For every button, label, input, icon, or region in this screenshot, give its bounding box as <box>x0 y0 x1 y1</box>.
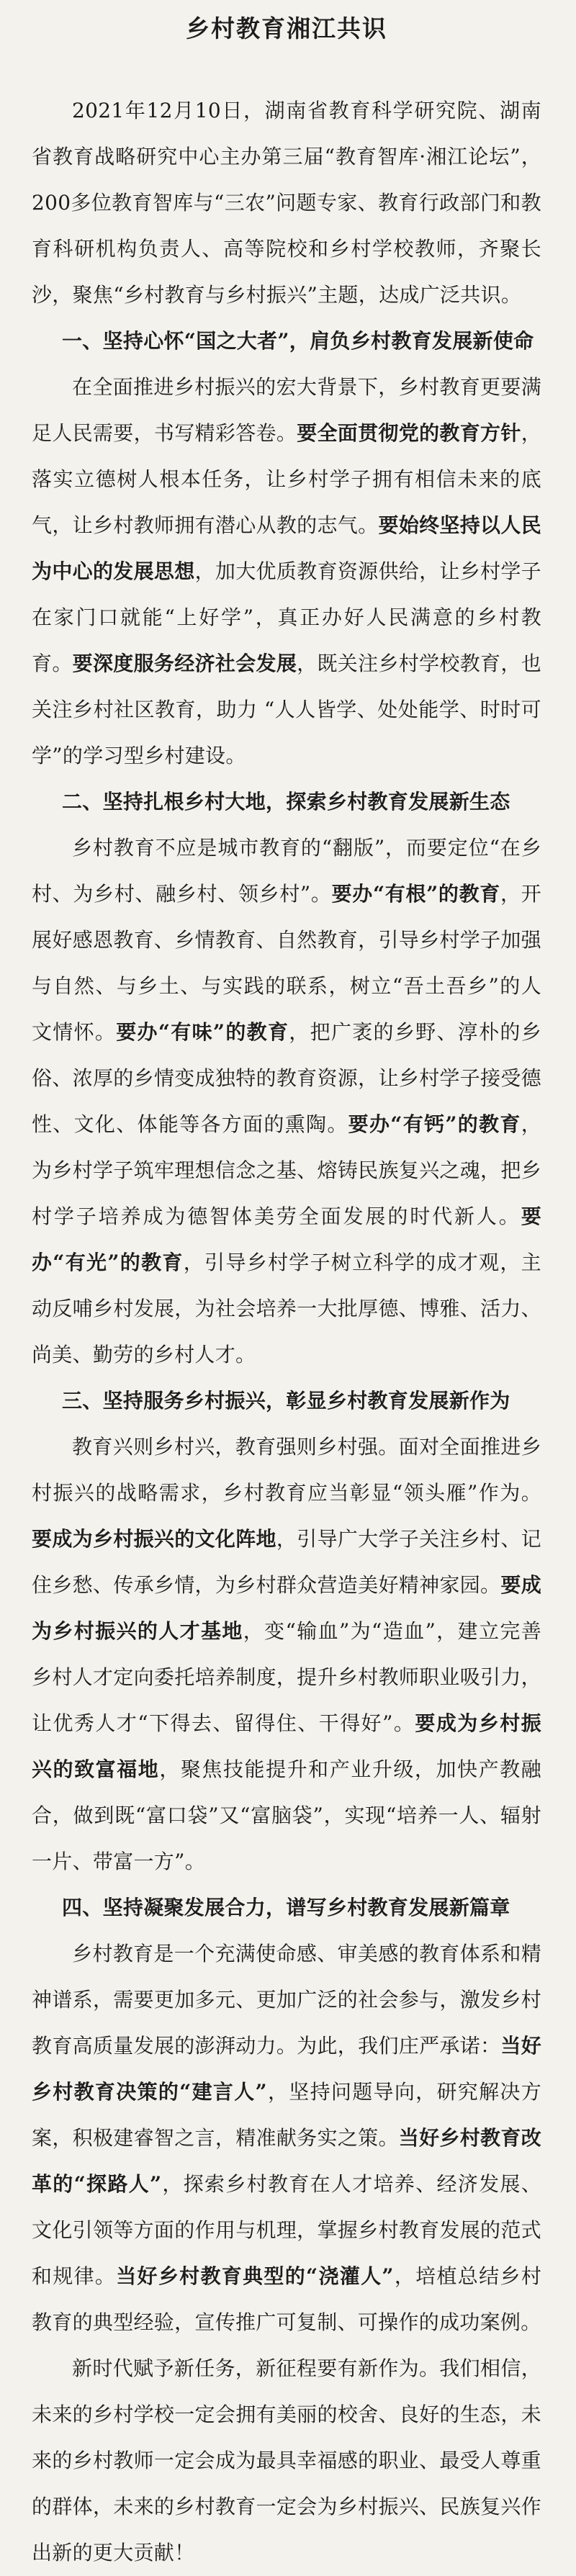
intro-paragraph: 2021年12月10日，湖南省教育科学研究院、湖南省教育战略研究中心主办第三届“教育智库·湘江论坛”，200多位教育智库与“三农”问题专家、教育行政部门和教育科研机构负责人、高等院校和乡村学校教师，齐聚长沙，聚焦“乡村教育与乡村振兴”主题，达成广泛共识。 <box>32 99 541 307</box>
section-heading: 四、坚持凝聚发展合力，谱写乡村教育发展新篇章 <box>62 1896 510 1919</box>
emphasis-text: 要办“有钙”的教育 <box>348 1112 521 1136</box>
emphasis-text: 要始终坚持以人民为中心的发展思想 <box>32 513 541 583</box>
body-text: 乡村教育是一个充满使命感、审美感的教育体系和精神谱系，需要更加多元、更加广泛的社会参与，激发乡村教育高质量发展的澎湃动力。为此，我们庄严承诺： <box>32 1942 541 2058</box>
body-text: 在全面推进乡村振兴的宏大背景下，乡村教育更要满足人民需要，书写精彩答卷。 <box>32 375 541 445</box>
emphasis-text: 要深度服务经济社会发展 <box>72 652 297 675</box>
emphasis-text: 要办“有光”的教育 <box>32 1204 541 1274</box>
document-title: 乡村教育湘江共识 <box>186 14 387 42</box>
body-text: 教育兴则乡村兴，教育强则乡村强。面对全面推进乡村振兴的战略需求，乡村教育应当彰显“领头雁”作为。 <box>32 1435 541 1505</box>
emphasis-text: 要成为乡村振兴的人才基地 <box>32 1573 541 1643</box>
body-text: ，变“输血”为“造血”，建立完善乡村人才定向委托培养制度，提升乡村教师职业吸引力，让优秀人才“下得去、留得住、干得好”。 <box>32 1619 541 1735</box>
body-text: ，聚焦技能提升和产业升级，加快产教融合，做到既“富口袋”又“富脑袋”，实现“培养一人、辐射一片、带富一方”。 <box>32 1757 541 1873</box>
body-text: ，落实立德树人根本任务，让乡村学子拥有相信未来的底气，让乡村教师拥有潜心从教的志气。 <box>32 421 541 537</box>
section-paragraph <box>32 364 541 779</box>
emphasis-text: 要办“有根”的教育 <box>331 882 500 906</box>
emphasis-text: 当好乡村教育典型的“浇灌人” <box>116 2264 394 2288</box>
body-text: ，引导广大学子关注乡村、记住乡愁、传承乡情，为乡村群众营造美好精神家园。 <box>32 1527 541 1597</box>
body-text: ，为乡村学子筑牢理想信念之基、熔铸民族复兴之魂，把乡村学子培养成为德智体美劳全面发展的时代新人。 <box>32 1112 541 1228</box>
section-heading: 三、坚持服务乡村振兴，彰显乡村教育发展新作为 <box>62 1389 510 1413</box>
emphasis-text: 当好乡村教育改革的“探路人” <box>32 2126 541 2196</box>
emphasis-text: 要全面贯彻党的教育方针 <box>297 421 521 445</box>
section-heading: 二、坚持扎根乡村大地，探索乡村教育发展新生态 <box>62 790 510 814</box>
body-text: ，加大优质教育资源供给，让乡村学子在家门口就能“上好学”，真正办好人民满意的乡村教育。 <box>32 559 541 675</box>
emphasis-text: 要成为乡村振兴的文化阵地 <box>32 1527 276 1551</box>
section-paragraph <box>32 1424 541 1885</box>
body-text: 乡村教育不应是城市教育的“翻版”，而要定位“在乡村、为乡村、融乡村、领乡村”。 <box>32 836 541 906</box>
section-paragraph <box>32 1931 541 2346</box>
section-paragraph <box>32 825 541 1378</box>
emphasis-text: 要办“有味”的教育 <box>116 1020 289 1044</box>
body-text: ，培植总结乡村教育的典型经验，宣传推广可复制、可操作的成功案例。 <box>32 2264 541 2334</box>
body-text: ，开展好感恩教育、乡情教育、自然教育，引导乡村学子加强与自然、与乡土、与实践的联系，树立“吾土吾乡”的人文情怀。 <box>32 882 541 1044</box>
body-text: ，探索乡村教育在人才培养、经济发展、文化引领等方面的作用与机理，掌握乡村教育发展的范式和规律。 <box>32 2172 542 2288</box>
body-text: ，把广袤的乡野、淳朴的乡俗、浓厚的乡情变成独特的教育资源，让乡村学子接受德性、文化、体能等各方面的熏陶。 <box>32 1020 541 1136</box>
section-heading: 一、坚持心怀“国之大者”，肩负乡村教育发展新使命 <box>62 329 534 353</box>
closing-paragraph: 新时代赋予新任务，新征程要有新作为。我们相信，未来的乡村学校一定会拥有美丽的校舍、良好的生态，未来的乡村教师一定会成为最具幸福感的职业、最受人尊重的群体，未来的乡村教育一定会为乡村振兴、民族复兴作出新的更大贡献！ <box>32 2356 541 2564</box>
body-text: ，引导乡村学子树立科学的成才观，主动反哺乡村发展，为社会培养一大批厚德、博雅、活力、尚美、勤劳的乡村人才。 <box>32 1251 541 1366</box>
emphasis-text: 要成为乡村振兴的致富福地 <box>32 1711 541 1781</box>
emphasis-text: 当好乡村教育决策的“建言人” <box>32 2034 541 2104</box>
body-text: ，既关注乡村学校教育，也关注乡村社区教育，助力 “人人皆学、处处能学、时时可学”的学习型乡村建设。 <box>32 652 541 767</box>
sections-container <box>32 318 541 2346</box>
body-text: ，坚持问题导向，研究解决方案，积极建睿智之言，精准献务实之策。 <box>32 2080 542 2150</box>
